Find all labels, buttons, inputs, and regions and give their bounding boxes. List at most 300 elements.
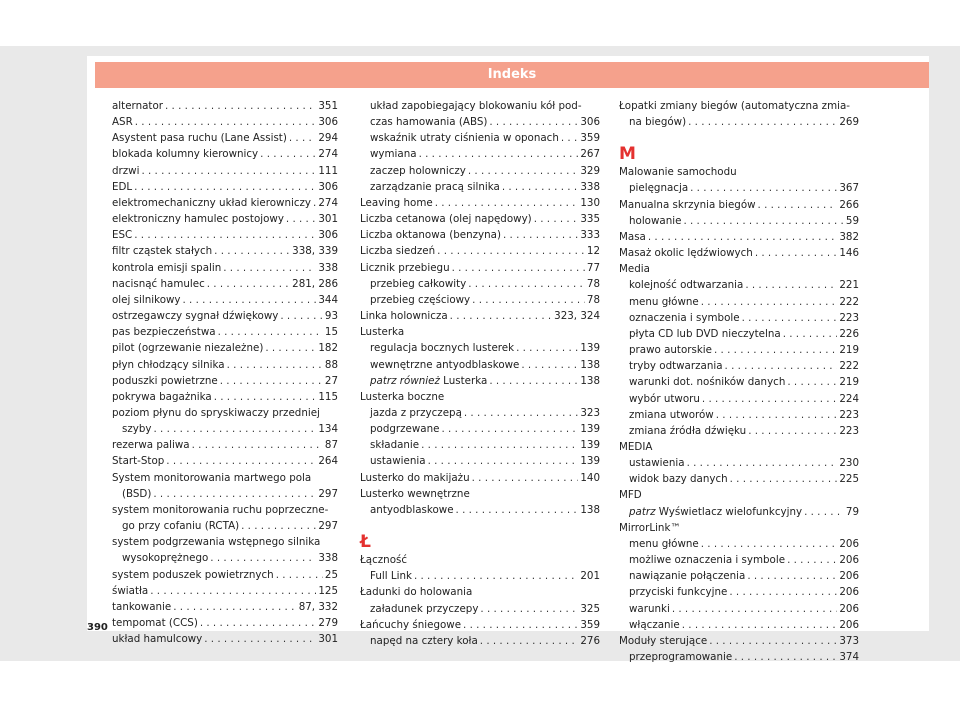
page-ref: 329 [580,164,600,177]
index-entry [112,421,338,437]
index-entry-label: ustawienia [370,455,426,468]
index-entry [112,98,338,114]
page-ref: 333 [580,229,600,242]
index-entry [619,568,859,584]
dot-leader [223,260,316,276]
index-entry-label: antyodblaskowe [370,503,454,516]
index-entry-label: wymiana [370,148,417,161]
index-entry [619,536,859,552]
index-entry-label: menu główne [629,537,699,550]
page-ref: 338, 339 [292,245,338,258]
page-ref: 222 [839,295,859,308]
index-entry-label: wskaźnik utraty ciśnienia w oponach [370,132,559,145]
dot-leader [452,260,585,276]
index-entry-line: układ zapobiegający blokowaniu kół pod- [370,100,582,112]
index-entry [360,453,600,469]
dot-leader [521,357,578,373]
index-entry-label: patrz również Lusterka [370,374,488,387]
page-ref: 359 [580,132,600,145]
dot-leader [747,568,837,584]
dot-leader [648,229,837,245]
dot-leader [561,130,578,146]
page-ref: 79 [845,505,859,518]
dot-leader [150,583,316,599]
dot-leader [480,633,579,649]
index-entry [112,631,338,647]
page-ref: 201 [580,570,600,583]
page-ref: 276 [580,634,600,647]
page-ref: 219 [839,376,859,389]
index-entry-label: szyby [122,423,152,436]
index-entry-label: przebieg całkowity [370,277,467,290]
index-heading: MFD [619,489,642,502]
page-ref: 87 [324,439,338,452]
dot-leader [165,98,316,114]
index-entry-label: wybór utworu [629,392,700,405]
index-entry-label: warunki [629,602,670,615]
index-entry-label: przeprogramowanie [629,651,733,663]
index-entry-label: Start-Stop [112,455,165,468]
index-entry-label: Manualna skrzynia biegów [619,198,756,211]
index-entry [112,615,338,631]
index-entry [619,114,859,130]
index-entry [619,277,859,293]
dot-leader [755,245,838,261]
dot-leader [276,567,323,583]
index-entry-label: pielęgnacja [629,182,689,195]
index-heading: Lusterka [360,326,405,339]
index-entry-label: Liczba siedzeń [360,245,436,258]
page-ref: 219 [839,344,859,357]
dot-leader [286,211,316,227]
dot-leader [456,502,579,518]
index-entry-label: EDL [112,180,133,193]
dot-leader [166,453,316,469]
index-entry-label: na biegów) [629,116,687,129]
index-entry-label: układ hamulcowy [112,633,203,646]
dot-leader [472,470,579,486]
index-entry [112,260,338,276]
index-entry-label: możliwe oznaczenia i symbole [629,554,786,567]
dot-leader [200,615,317,631]
index-entry [360,584,600,600]
index-entry [360,292,600,308]
page-ref: 374 [839,651,859,663]
index-entry [619,358,859,374]
page-ref: 306 [580,116,600,129]
dot-leader [173,599,296,615]
index-entry [619,229,859,245]
dot-leader [690,180,837,196]
page-ref: 301 [318,213,338,226]
index-entry [112,550,338,566]
index-heading: MEDIA [619,440,653,453]
page-ref: 27 [324,374,338,387]
index-entry [360,243,600,259]
index-entry [360,130,600,146]
index-entry-line: System monitorowania martwego pola [112,471,312,484]
dot-leader [135,114,317,130]
dot-leader [153,486,316,502]
index-entry-label: pilot (ogrzewanie niezależne) [112,342,264,355]
dot-leader [503,227,578,243]
spacer [619,130,859,138]
index-entry-label: tryby odtwarzania [629,360,723,373]
index-entry-label: zmiana utworów [629,408,714,421]
dot-leader [183,292,317,308]
dot-leader [787,552,837,568]
index-entry [619,407,859,423]
page-ref: 274 [318,148,338,161]
index-entry-label: drzwi [112,164,140,177]
index-entry [619,471,859,487]
index-entry-label: poduszki powietrzne [112,374,218,387]
index-entry-label: Leaving home [360,196,433,209]
dot-leader [265,340,316,356]
index-entry-label: elektromechaniczny układ kierowniczy [112,196,312,209]
dot-leader [214,243,290,259]
index-column-2 [360,98,600,649]
index-entry-label: światła [112,584,149,597]
dot-leader [463,617,578,633]
index-entry-label: pas bezpieczeństwa [112,326,216,339]
index-entry-label: zmiana źródła dźwięku [629,424,747,437]
page-ref: 221 [839,279,859,292]
index-entry [112,357,338,373]
page-ref: 15 [324,326,338,339]
index-entry [360,114,600,130]
page-ref: 297 [318,487,338,500]
index-entry [112,324,338,340]
dot-leader [450,308,552,324]
index-entry [112,243,338,259]
page-ref: 223 [839,408,859,421]
index-entry [360,373,600,389]
page-ref: 226 [839,327,859,340]
index-entry [112,276,338,292]
index-entry-label: składanie [370,439,420,452]
page-ref: 301 [318,633,338,646]
index-entry-line: poziom płynu do spryskiwaczy przedniej [112,406,320,419]
index-entry-label: ESC [112,229,133,242]
index-entry [619,180,859,196]
index-entry-label: płyta CD lub DVD nieczytelna [629,327,781,340]
index-entry-label: ustawienia [629,457,685,470]
index-entry-label: Lusterko do makijażu [360,471,470,484]
page-ref: 59 [845,214,859,227]
index-entry [112,389,338,405]
dot-leader [688,114,837,130]
index-entry [360,633,600,649]
index-entry-label: tankowanie [112,600,172,613]
page-ref: 206 [839,618,859,631]
index-entry-label: tempomat (CCS) [112,617,198,629]
page-ref: 88 [324,358,338,371]
page-ref: 182 [318,342,338,355]
index-entry [619,455,859,471]
index-entry [112,340,338,356]
page-ref: 269 [839,116,859,129]
dot-leader [730,471,838,487]
dot-leader [214,389,317,405]
dot-leader [218,324,323,340]
index-entry-label: nacisnąć hamulec [112,277,205,290]
page-ref: 274 [318,196,338,209]
index-entry [112,227,338,243]
index-entry-label: Ładunki do holowania [360,586,473,599]
page-ref: 206 [839,570,859,583]
page-ref: 77 [586,261,600,274]
index-entry-label: napęd na cztery koła [370,634,478,647]
index-heading: Media [619,263,650,276]
index-entry-label: warunki dot. nośników danych [629,376,786,389]
index-column-3 [619,98,859,665]
page-ref: 297 [318,520,338,533]
page-ref: 344 [318,293,338,306]
index-entry [360,211,600,227]
dot-leader [419,146,579,162]
index-entry [619,552,859,568]
page-ref: 225 [839,473,859,486]
index-entry-label: alternator [112,100,164,112]
index-heading: Łączność [360,554,408,567]
index-entry [112,211,338,227]
dot-leader [489,373,578,389]
index-entry [360,276,600,292]
index-entry-label: (BSD) [122,487,152,500]
index-entry-label: system poduszek powietrznych [112,568,274,581]
page-ref: 140 [580,471,600,484]
page-ref: 206 [839,554,859,567]
dot-leader [220,373,323,389]
dot-leader [134,227,316,243]
page-ref: 281, 286 [292,277,338,290]
page-ref: 12 [586,245,600,258]
index-entry [112,292,338,308]
index-entry-label: go przy cofaniu (RCTA) [122,520,240,533]
page-ref: 146 [839,247,859,260]
index-entry-label: kolejność odtwarzania [629,279,744,292]
index-entry [360,357,600,373]
dot-leader [141,163,316,179]
page-ref: 78 [586,293,600,306]
index-entry [360,502,600,518]
dot-leader [134,179,316,195]
dot-leader [745,277,837,293]
page-ref: 264 [318,455,338,468]
index-entry [619,601,859,617]
index-entry-label: regulacja bocznych lusterek [370,342,515,355]
index-entry [360,146,600,162]
index-entry-label: ASR [112,116,133,129]
index-entry-label: holowanie [629,214,682,227]
dot-leader [742,310,838,326]
page-ref: 222 [839,360,859,373]
page-ref: 115 [318,390,338,403]
page-ref: 338 [318,552,338,565]
index-entry [112,373,338,389]
page-ref: 306 [318,116,338,129]
index-entry-label: przyciski funkcyjne [629,586,728,599]
index-entry-label: wysokoprężnego [122,552,209,565]
index-entry-label: Full Link [370,570,412,583]
dot-leader [725,358,838,374]
page-ref: 351 [318,100,338,112]
page-ref: 138 [580,374,600,387]
dot-leader [672,601,838,617]
page-ref: 367 [839,182,859,195]
dot-leader [687,455,838,471]
dot-leader [313,195,316,211]
page-ref: 138 [580,503,600,516]
index-entry [112,146,338,162]
index-entry [112,567,338,583]
dot-leader [716,407,838,423]
page-ref: 134 [318,423,338,436]
page-ref: 323 [580,406,600,419]
index-entry [619,504,859,520]
index-heading: Lusterko wewnętrzne [360,487,470,500]
index-entry [112,195,338,211]
page-ref: 230 [839,457,859,470]
dot-leader [241,518,316,534]
index-entry [112,114,338,130]
dot-leader [260,146,316,162]
index-entry [360,617,600,633]
dot-leader [683,213,843,229]
page-ref: 125 [318,584,338,597]
index-entry [112,583,338,599]
index-entry [360,470,600,486]
index-entry [360,195,600,211]
index-entry-label: ostrzegawczy sygnał dźwiękowy [112,310,279,323]
page-ref: 223 [839,424,859,437]
page-ref: 206 [839,602,859,615]
index-entry-label: Masa [619,230,646,243]
index-entry-label: nawiązanie połączenia [629,570,746,583]
dot-leader [280,308,323,324]
dot-leader [207,276,290,292]
index-entry-label: Asystent pasa ruchu (Lane Assist) [112,132,287,145]
page-ref: 93 [324,310,338,323]
index-entry-label: zarządzanie pracą silnika [370,180,500,193]
index-entry-label: menu główne [629,295,699,308]
page-ref: 111 [318,164,338,177]
index-entry [112,163,338,179]
page-ref: 25 [324,568,338,581]
see-also-label: patrz również [370,374,440,387]
dot-leader [787,374,837,390]
index-entry [360,405,600,421]
index-entry-label: Moduły sterujące [619,634,708,647]
page-ref: 206 [839,586,859,599]
index-entry [619,649,859,665]
index-entry [112,518,338,534]
index-entry [619,633,859,649]
index-entry-label: prawo autorskie [629,344,713,357]
page-ref: 338 [318,261,338,274]
index-entry-label: Masaż okolic lędźwiowych [619,247,753,260]
index-entry-label: widok bazy danych [629,473,728,486]
index-entry [360,163,600,179]
index-entry-label: czas hamowania (ABS) [370,116,488,129]
index-entry [360,568,600,584]
page-ref: 373 [839,634,859,647]
index-entry [112,179,338,195]
dot-leader [472,292,585,308]
spacer [360,518,600,526]
dot-leader [421,437,578,453]
index-entry [360,421,600,437]
index-header-bar [95,62,929,88]
dot-leader [289,130,316,146]
dot-leader [516,340,578,356]
index-entry [619,391,859,407]
index-entry [619,310,859,326]
index-entry-line: system podgrzewania wstępnego silnika [112,536,321,549]
dot-leader [428,453,579,469]
index-entry-label: rezerwa paliwa [112,439,190,452]
index-entry-label: podgrzewane [370,423,440,436]
index-entry [619,584,859,600]
index-entry [619,213,859,229]
index-entry [112,599,338,615]
index-entry-label: włączanie [629,618,680,631]
dot-leader [468,163,578,179]
index-heading: MirrorLink™ [619,521,681,534]
page-ref: 87, 332 [298,600,338,613]
dot-leader [489,114,578,130]
index-heading: Lusterka boczne [360,390,445,403]
dot-leader [748,423,837,439]
index-entry-label: patrz Wyświetlacz wielofunkcyjny [629,505,803,518]
dot-leader [729,584,837,600]
index-entry-label: płyn chłodzący silnika [112,358,225,371]
see-also-label: patrz [629,505,656,518]
dot-leader [804,504,844,520]
section-letter: Ł [360,532,371,553]
dot-leader [435,195,579,211]
dot-leader [714,342,837,358]
index-entry-label: jazda z przyczepą [370,406,462,419]
index-entry-line: Łopatki zmiany biegów (automatyczna zmia- [619,100,850,112]
page-ref: 78 [586,277,600,290]
page-ref: 223 [839,311,859,324]
page-ref: 279 [318,617,338,629]
section-letter: M [619,144,636,165]
dot-leader [734,649,837,665]
dot-leader [204,631,316,647]
page-ref: 335 [580,213,600,226]
dot-leader [480,601,578,617]
dot-leader [758,197,838,213]
index-entry-label: blokada kolumny kierownicy [112,148,259,161]
index-entry-label: pokrywa bagażnika [112,390,212,403]
index-entry-label: załadunek przyczepy [370,602,479,615]
index-entry [619,374,859,390]
page-ref: 338 [580,180,600,193]
dot-leader [701,536,838,552]
index-entry-label: Liczba cetanowa (olej napędowy) [360,213,532,226]
dot-leader [437,243,585,259]
index-entry-label: filtr cząstek stałych [112,245,213,258]
index-entry-label: Licznik przebiegu [360,261,450,274]
dot-leader [709,633,837,649]
index-entry [360,179,600,195]
index-entry [112,486,338,502]
page-number: 390 [87,622,108,633]
index-entry [360,308,600,324]
